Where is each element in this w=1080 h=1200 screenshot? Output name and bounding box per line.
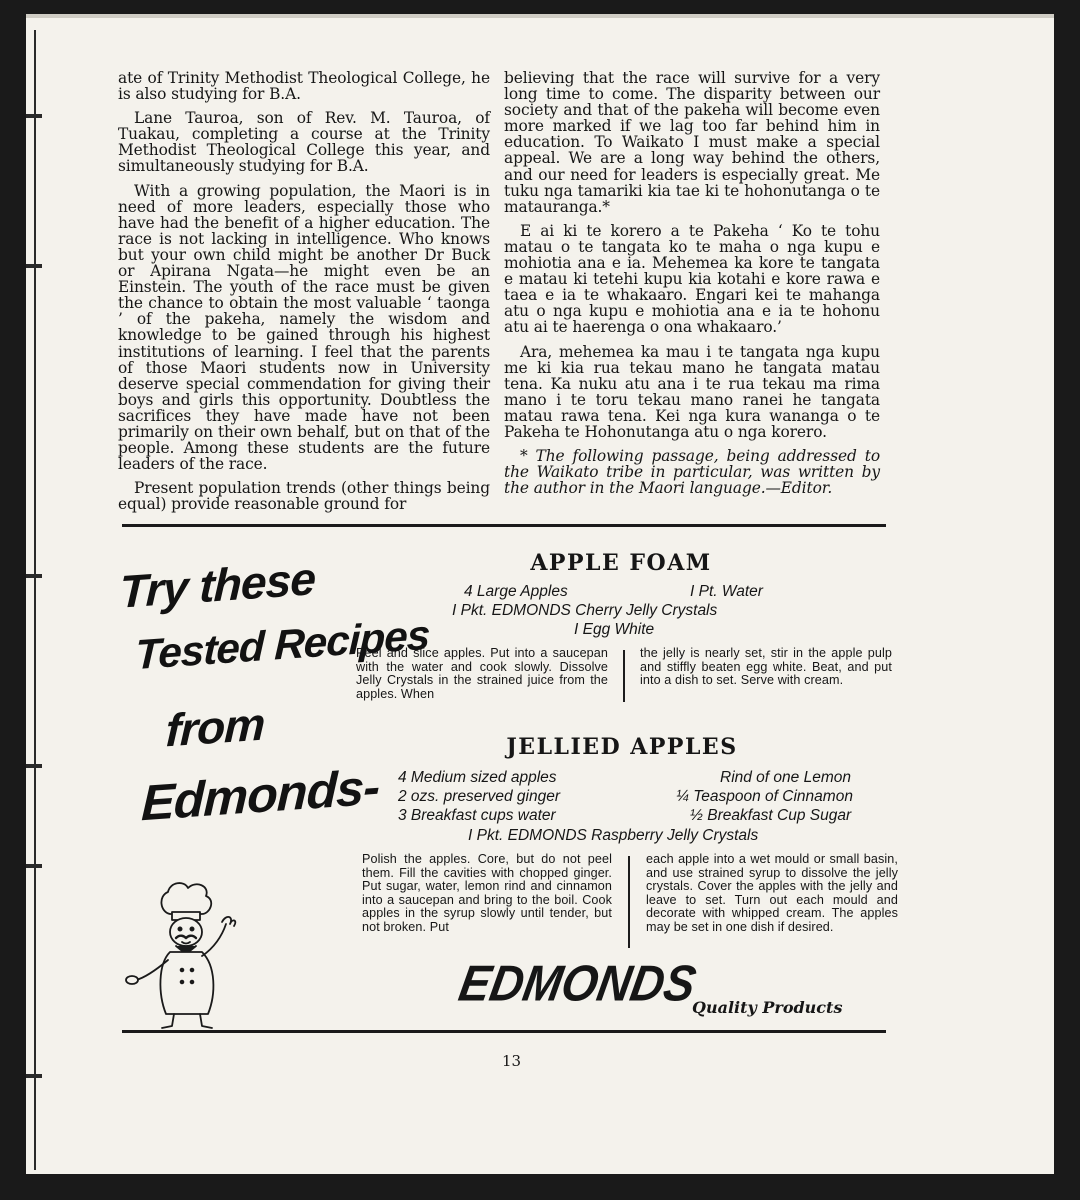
article-right-column bbox=[504, 70, 880, 504]
recipe-method-left: Peel and slice apples. Put into a saucepan with the water and cook slowly. Dissolve Jelly Crystals in the strained juice from the apples. When bbox=[356, 646, 608, 701]
binding-stitch bbox=[26, 264, 42, 268]
edmonds-logo: EDMONDS bbox=[454, 954, 701, 1012]
ad-headline-line: Tested Recipes bbox=[134, 610, 431, 679]
article-paragraph: Lane Tauroa, son of Rev. M. Tauroa, of Tuakau, completing a course at the Trinity Methodist Theological College this year, and simultaneously studying for B.A. bbox=[118, 109, 490, 176]
ingredient: 4 Medium sized apples bbox=[398, 769, 557, 786]
chef-illustration bbox=[122, 874, 252, 1034]
recipe-method-right: the jelly is nearly set, stir in the apple pulp and stiffly beaten egg white. Beat, and put into a dish to set. Serve with cream. bbox=[640, 646, 892, 688]
recipe-method-right: each apple into a wet mould or small basin, and use strained syrup to dissolve the jelly crystals. Cover the apples with the jelly and leave to set. Turn out each mould and decorate with whipped cream. The apples may be set in one dish if desired. bbox=[646, 852, 898, 934]
section-divider-bottom bbox=[122, 1030, 886, 1033]
recipe-title-apple-foam: APPLE FOAM bbox=[530, 550, 712, 576]
section-divider-top bbox=[122, 524, 886, 527]
article-paragraph: With a growing population, the Maori is in need of more leaders, especially those who have had the benefit of a higher education. The race is not lacking in intelligence. Who knows but your own child might be another Dr Buck or Apirana Ngata—he might even be an Einstein. The youth of the race must be given the chance to obtain the most valuable ‘ taonga ’ of the pakeha, namely the wisdom and knowledge to be gained through his highest institutions of learning. I feel that the parents of those Maori students now in University deserve special commendation for giving their boys and girls this opportunity. Doubtless the sacrifices they have made have not been primarily on their own behalf, but on that of the people. Among these students are the future leaders of the race. bbox=[118, 181, 490, 474]
method-divider bbox=[628, 856, 630, 948]
article-paragraph: Ara, mehemea ka mau i te tangata nga kupu me ki kia rua tekau mano he tangata matau tena. Ka nuku atu ana i te rua tekau ma rima mano i te toru tekau mano ranei he tangata matau rawa tena. Kei nga kura wananga o te Pakeha te Hohonutanga atu o nga korero. bbox=[504, 342, 880, 441]
brand-tagline: Quality Products bbox=[692, 998, 843, 1017]
binding-stitch bbox=[26, 1074, 42, 1078]
ingredient: Rind of one Lemon bbox=[720, 769, 851, 786]
recipe-title-jellied-apples: JELLIED APPLES bbox=[506, 734, 738, 760]
binding-line bbox=[34, 30, 36, 1170]
ingredient: 4 Large Apples bbox=[464, 583, 568, 600]
article-paragraph: ate of Trinity Methodist Theological College, he is also studying for B.A. bbox=[118, 69, 490, 104]
ingredient: I Pkt. EDMONDS Cherry Jelly Crystals bbox=[452, 602, 718, 619]
ingredient: I Pkt. EDMONDS Raspberry Jelly Crystals bbox=[468, 827, 759, 844]
binding-stitch bbox=[26, 114, 42, 118]
method-divider bbox=[623, 650, 625, 702]
recipe-method-left: Polish the apples. Core, but do not peel them. Fill the cavities with chopped ginger. Put sugar, water, lemon rind and cinnamon into a saucepan and bring to the boil. Cook apples in the syrup slowly until tender, but not broken. Put bbox=[362, 852, 612, 934]
magazine-page bbox=[26, 14, 1054, 1174]
binding-stitch bbox=[26, 574, 42, 578]
ad-headline-line: from bbox=[164, 697, 266, 757]
ad-headline-line: Try these bbox=[118, 552, 317, 618]
binding-stitch bbox=[26, 764, 42, 768]
article-paragraph: Present population trends (other things being equal) provide reasonable ground for bbox=[118, 479, 490, 514]
page-top-edge bbox=[26, 14, 1054, 18]
ingredient: 3 Breakfast cups water bbox=[398, 807, 556, 824]
ingredient: 2 ozs. preserved ginger bbox=[398, 788, 560, 805]
ingredient: ¼ Teaspoon of Cinnamon bbox=[676, 788, 853, 805]
ingredient: ½ Breakfast Cup Sugar bbox=[690, 807, 852, 824]
ingredient: I Egg White bbox=[574, 621, 655, 638]
article-left-column bbox=[118, 70, 490, 520]
page-number: 13 bbox=[502, 1052, 522, 1070]
binding-stitch bbox=[26, 864, 42, 868]
article-paragraph: E ai ki te korero a te Pakeha ‘ Ko te tohu matau o te tangata ko te maha o nga kupu e mohiotia ana e ia. Mehemea ka kore te tangata e matau ki tetehi kupu kia kotahi e kore rawa e taea e ia te whakaaro. Engari kei te mahanga atu o nga kupu e mohiotia ana e ia te hohonu atu ai te haerenga o ona whakaaro.’ bbox=[504, 221, 880, 337]
editor-footnote: * The following passage, being addressed to the Waikato tribe in particular, was written by the author in the Maori language.—Editor. bbox=[504, 447, 880, 498]
article-paragraph: believing that the race will survive for a very long time to come. The disparity between our society and that of the pakeha will become even more marked if we lag too far behind him in education. To Waikato I must make a special appeal. We are a long way behind the others, and our need for leaders is especially great. Me tuku nga tamariki kia tae ki te hohonutanga o te matauranga.* bbox=[504, 69, 880, 216]
ad-headline-line: Edmonds- bbox=[140, 758, 380, 832]
ingredient: I Pt. Water bbox=[690, 583, 763, 600]
